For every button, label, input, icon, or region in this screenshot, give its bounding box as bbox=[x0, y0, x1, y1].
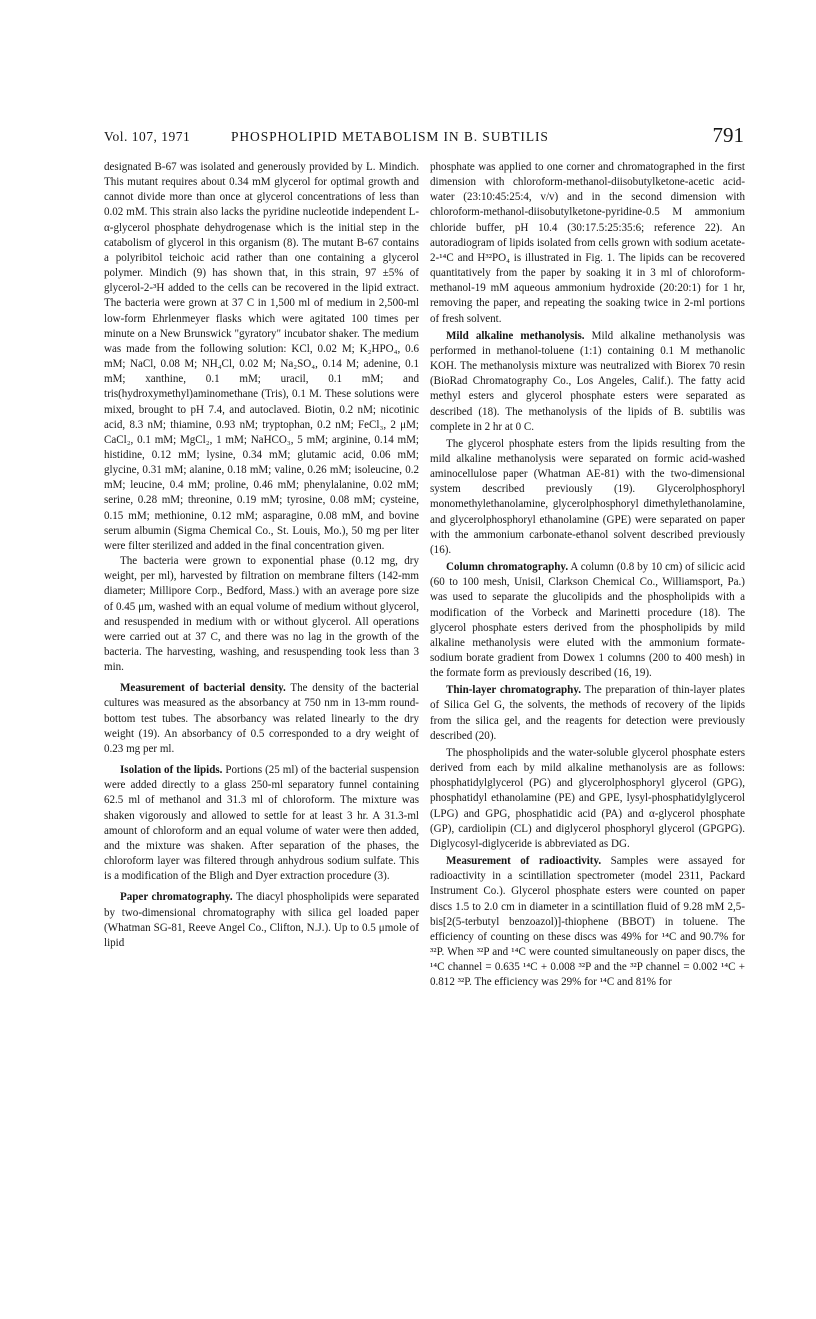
paragraph-growth-harvest: The bacteria were grown to exponential phase (0.12 mg, dry weight, per ml), harvested by filtration on membrane filters (142-mm diameter; Millipore Corp., Bedford, Mass.) with an average pore size of 0.45 μm, washed with an equal volume of medium without glycerol, and resuspended in medium with or without glycerol. All operations were carried out at 37 C, and there was no lag in the growth of the bacteria. The harvesting, washing, and resuspending took less than 3 min. bbox=[104, 555, 419, 674]
section-text: Mild alkaline methanolysis was performed in methanol-toluene (1:1) containing 0.1 M methanolic KOH. The methanolysis mixture was neutralized with Biorex 70 resin (BioRad Chromatography Co., Los Angeles, Calif.). The fatty acid methyl esters and glycerol phosphate esters were separated as described (18). The methanolysis of the lipids of B. subtilis was complete in 2 hr at 0 C. bbox=[430, 329, 745, 433]
left-column bbox=[104, 160, 419, 951]
section-text: The diacyl phospholipids were separated by two-dimensional chromatography with silica gel loaded paper (Whatman SG-81, Reeve Angel Co., Clifton, N.J.). Up to 0.5 μmole of lipid bbox=[104, 891, 419, 949]
section-bacterial-density bbox=[104, 681, 419, 757]
section-heading: Paper chromatography. bbox=[120, 891, 233, 904]
section-heading: Measurement of bacterial density. bbox=[120, 682, 286, 695]
section-thin-layer-chromatography bbox=[430, 683, 745, 744]
right-column bbox=[430, 160, 745, 990]
section-text: The density of the bacterial cultures was measured as the absorbancy at 750 nm in 13-mm round-bottom test tubes. The absorbancy was related linearly to the dry weight (19). An absorbancy of 0.5 corresponded to a dry weight of 0.23 mg per ml. bbox=[104, 682, 419, 755]
section-text: A column (0.8 by 10 cm) of silicic acid (60 to 100 mesh, Unisil, Clarkson Chemical Co., Williamsport, Pa.) was used to separate the glucolipids and the phospholipids with a modification of the Vorbeck and Marinetti procedure (18). The glycerol phosphate esters derived from the phospholipids by mild alkaline methanolysis were eluted with the ammonium formate-sodium borate gradient from Dowex 1 columns (200 to 400 mesh) in the formate form as previously described (16, 19). bbox=[430, 561, 745, 680]
section-column-chromatography bbox=[430, 560, 745, 681]
journal-volume: Vol. 107, 1971 bbox=[104, 129, 191, 144]
section-heading: Thin-layer chromatography. bbox=[446, 684, 581, 697]
paragraph-phospholipid-list: The phospholipids and the water-soluble glycerol phosphate esters derived from each by mild alkaline methanolysis are as follows: phosphatidylglycerol (PG) and glycerolphosphoryl glycerol (GPG), phosphatidyl ethanolamine (PE) and GPE, lysyl-phosphatidylglycerol (LPG) and GPG, phosphatidic acid (PA) and α-glycerol phosphate (GP), cardiolipin (CL) and diglycerol phosphoryl glycerol (GPGPG). Diglycosyl-diglyceride is abbreviated as DG. bbox=[430, 746, 745, 850]
section-heading: Column chromatography. bbox=[446, 561, 569, 574]
paragraph-chromatography-continued: phosphate was applied to one corner and chromatographed in the first dimension with chloroform-methanol-diisobutylketone-acetic acid-water (23:10:45:25:4, v/v) and in the second dimension with chloroform-methanol-diisobutylketone-pyridine-0.5 M ammonium chloride buffer, pH 10.4 (30:17.5:25:35:6; reference 22). An autoradiogram of lipids isolated from cells grown with sodium acetate-2-¹⁴C and H³²PO₄ is illustrated in Fig. 1. The lipids can be recovered quantitatively from the paper by soaking it in 3 ml of chloroform-methanol-19 mM aqueous ammonium hydroxide (20:20:1) for 1 hr, removing the paper, and repeating the soaking twice in 2-ml portions of fresh solvent. bbox=[430, 161, 745, 325]
section-text: The preparation of thin-layer plates of Silica Gel G, the solvents, the methods of recovery of the lipids from the silica gel, and the reagents for detection were previously described (20). bbox=[430, 684, 745, 742]
paragraph-strain-and-medium: designated B-67 was isolated and generously provided by L. Mindich. This mutant requires about 0.34 mM glycerol for optimal growth and cannot divide more than once at glycerol concentrations of less than 0.02 mM. This strain also lacks the pyridine nucleotide independent L-α-glycerol phosphate dehydrogenase which is the initial step in the catabolism of glycerol in this organism (8). The mutant B-67 contains a polyribitol teichoic acid rather than one containing a glycerol polymer. Mindich (9) has shown that, in this strain, 97 ±5% of glycerol-2-³H added to the cells can be recovered in the lipid extract. The bacteria were grown at 37 C in 1,500 ml of medium in 2,500-ml low-form Ehrlenmeyer flasks which were agitated 100 times per minute on a New Brunswick "gyratory" incubator shaker. The medium was made from the following solution: KCl, 0.02 M; K₂HPO₄, 0.6 mM; NaCl, 0.08 M; NH₄Cl, 0.02 M; Na₂SO₄, 0.14 M; adenine, 0.1 mM; xanthine, 0.1 mM; uracil, 0.1 mM; and tris(hydroxymethyl)aminomethane (Tris), 0.1 M. These solutions were mixed, brought to pH 7.4, and autoclaved. Biotin, 0.2 nM; nicotinic acid, 8.3 nM; thiamine, 0.93 nM; tryptophan, 0.2 nM; FeCl₃, 2 μM; CaCl₂, 0.1 mM; MgCl₂, 1 mM; NaHCO₃, 5 mM; arginine, 0.14 mM; histidine, 0.12 mM; lysine, 0.34 mM; glutamic acid, 0.06 mM; glycine, 0.31 mM; alanine, 0.18 mM; valine, 0.26 mM; isoleucine, 0.2 mM; leucine, 0.4 mM; proline, 0.46 mM; phenylalanine, 0.02 mM; serine, 0.28 mM; threonine, 0.19 mM; tyrosine, 0.08 mM; cysteine, 0.15 mM; methionine, 0.12 mM; asparagine, 0.08 mM, and bovine serum albumin (Sigma Chemical Co., St. Louis, Mo.), 50 mg per liter were filter sterilized and added in the final concentration given. bbox=[104, 161, 419, 552]
paragraph-glycerol-phosphate-esters: The glycerol phosphate esters from the lipids resulting from the mild alkaline methanolysis were separated on formic acid-washed aminocellulose paper (Whatman AE-81) with the two-dimensional system described previously (19). Glycerolphosphoryl monomethylethanolamine, glycerolphosphoryl dimethylethanolamine, and glycerolphosphoryl ethanolamine (GPE) were separated on paper with the ammonium carbonate-ethanol solvent described previously (16). bbox=[430, 437, 745, 556]
section-radioactivity bbox=[430, 854, 745, 990]
section-text: Portions (25 ml) of the bacterial suspension were added directly to a glass 250-ml separatory funnel containing 62.5 ml of methanol and 31.3 ml of chloroform. The mixture was shaken vigorously and allowed to settle for at least 3 hr. A 31.3-ml amount of chloroform and an equal volume of water were then added, and the mixture was shaken. After separation of the phases, the chloroform layer was filtered through anhydrous sodium sulfate. This is a modification of the Bligh and Dyer extraction procedure (3). bbox=[104, 764, 420, 883]
section-heading: Mild alkaline methanolysis. bbox=[446, 329, 585, 342]
section-mild-alkaline-methanolysis bbox=[430, 329, 745, 435]
running-title: PHOSPHOLIPID METABOLISM IN B. SUBTILIS bbox=[231, 129, 549, 144]
section-heading: Isolation of the lipids. bbox=[120, 764, 223, 777]
page-number: 791 bbox=[712, 123, 744, 147]
running-header bbox=[104, 117, 744, 157]
section-paper-chromatography bbox=[104, 890, 419, 951]
section-heading: Measurement of radioactivity. bbox=[446, 855, 602, 868]
section-lipid-isolation bbox=[104, 763, 419, 884]
section-text: Samples were assayed for radioactivity in a scintillation spectrometer (model 2311, Packard Instrument Co.). Glycerol phosphate esters were counted on paper discs 1.5 to 2.0 cm in diameter in a scintillation fluid of 9.28 mM 2,5-bis[2(5-terbutyl benzoazol)]-thiophene (BBOT) in toluene. The efficiency of counting on these discs was 49% for ¹⁴C and 90.7% for ³²P. When ³²P and ¹⁴C were counted simultaneously on paper discs, the ¹⁴C channel = 0.635 ¹⁴C + 0.008 ³²P and the ³²P channel = 0.002 ¹⁴C + 0.812 ³²P. The efficiency was 29% for ¹⁴C and 81% for bbox=[430, 855, 745, 989]
